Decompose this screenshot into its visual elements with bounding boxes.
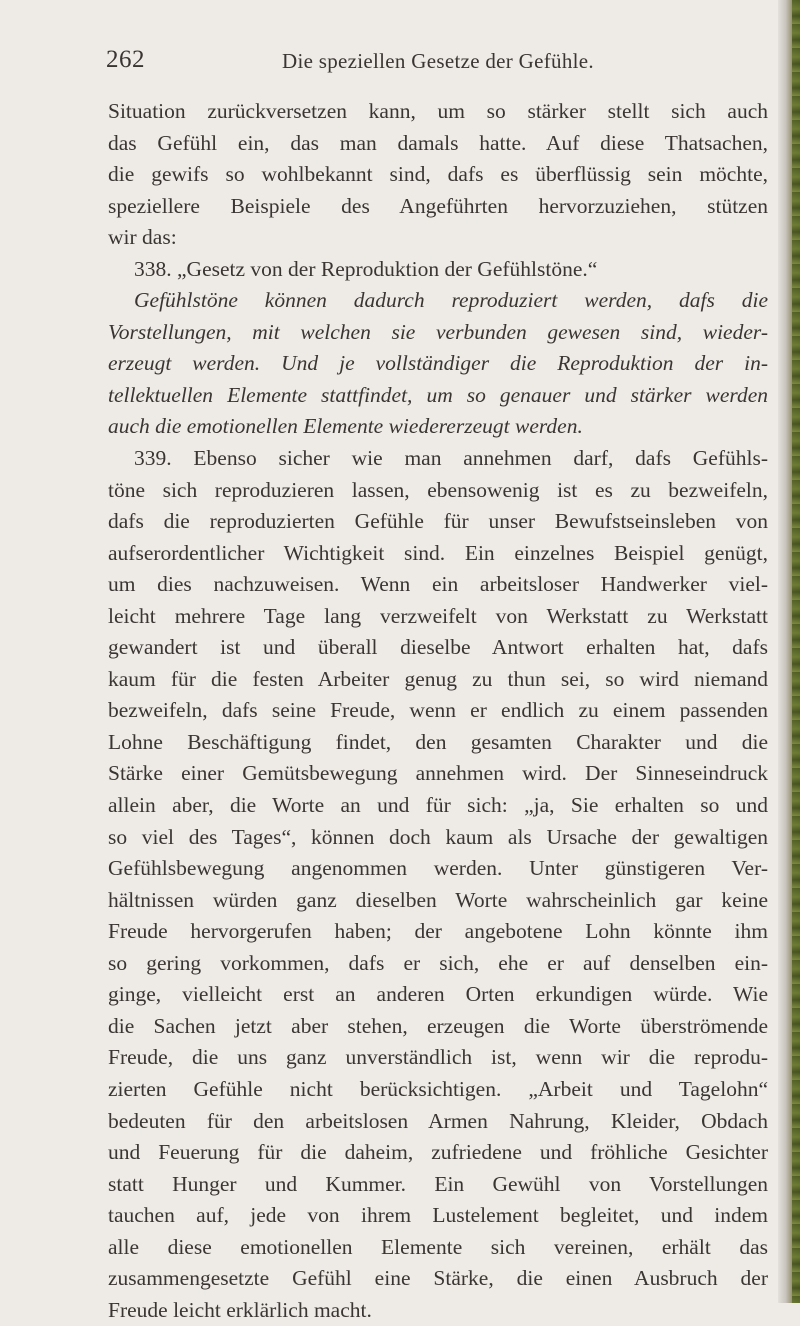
- text-line: aufserordentlicher Wichtigkeit sind. Ein einzelnes Beispiel genügt,: [108, 540, 768, 565]
- text-line: das Gefühl ein, das man damals hatte. Auf diese Thatsachen,: [108, 130, 768, 155]
- text-line: speziellere Beispiele des Angeführten hervorzuziehen, stützen: [108, 193, 768, 218]
- page-number: 262: [106, 46, 145, 73]
- text-line: die gewifs so wohlbekannt sind, dafs es überflüssig sein möchte,: [108, 162, 768, 187]
- text-line: alle diese emotionellen Elemente sich vereinen, erhält das: [108, 1234, 768, 1259]
- body-text: [108, 96, 768, 1326]
- text-line: zierten Gefühle nicht berücksichtigen. „Arbeit und Tagelohn“: [108, 1076, 768, 1101]
- text-line: 338. „Gesetz von der Reproduktion der Gefühlstöne.“: [134, 256, 598, 281]
- text-line: bedeuten für den arbeitslosen Armen Nahrung, Kleider, Obdach: [108, 1108, 768, 1133]
- text-line: 339. Ebenso sicher wie man annehmen darf, dafs Gefühls-: [134, 446, 768, 471]
- text-line: leicht mehrere Tage lang verzweifelt von Werkstatt zu Werkstatt: [108, 603, 768, 628]
- text-line: tellektuellen Elemente stattfindet, um so genauer und stärker werden: [108, 382, 768, 407]
- text-line: die Sachen jetzt aber stehen, erzeugen die Worte überströmende: [108, 1013, 768, 1038]
- text-line: Stärke einer Gemütsbewegung annehmen wird. Der Sinneseindruck: [108, 761, 768, 786]
- text-line: Freude hervorgerufen haben; der angebotene Lohn könnte ihm: [108, 919, 768, 944]
- text-line: bezweifeln, dafs seine Freude, wenn er endlich zu einem passenden: [108, 698, 768, 723]
- text-line: um dies nachzuweisen. Wenn ein arbeitsloser Handwerker viel-: [108, 572, 768, 597]
- text-line: hältnissen würden ganz dieselben Worte wahrscheinlich gar keine: [108, 887, 768, 912]
- text-line: zusammengesetzte Gefühl eine Stärke, die einen Ausbruch der: [108, 1266, 768, 1291]
- running-head: Die speziellen Gesetze der Gefühle.: [282, 49, 594, 73]
- text-line: auch die emotionellen Elemente wiedererzeugt werden.: [108, 414, 583, 439]
- text-line: ginge, vielleicht erst an anderen Orten erkundigen würde. Wie: [108, 982, 768, 1007]
- text-line: Situation zurückversetzen kann, um so stärker stellt sich auch: [108, 99, 768, 123]
- text-line: Freude, die uns ganz unverständlich ist, wenn wir die reprodu-: [108, 1045, 768, 1070]
- text-line: statt Hunger und Kummer. Ein Gewühl von Vorstellungen: [108, 1171, 768, 1196]
- text-line: allein aber, die Worte an und für sich: „ja, Sie erhalten so und: [108, 793, 768, 818]
- text-line: wir das:: [108, 225, 177, 250]
- text-line: Gefühlstöne können dadurch reproduziert werden, dafs die: [134, 288, 768, 313]
- text-line: erzeugt werden. Und je vollständiger die Reproduktion der in-: [108, 351, 768, 376]
- text-line: Gefühlsbewegung angenommen werden. Unter günstigeren Ver-: [108, 856, 768, 881]
- text-line: tauchen auf, jede von ihrem Lustelement begleitet, und indem: [108, 1203, 768, 1228]
- text-line: so gering vorkommen, dafs er sich, ehe er auf denselben ein-: [108, 950, 768, 975]
- text-line: gewandert ist und überall dieselbe Antwort erhalten hat, dafs: [108, 635, 768, 660]
- text-line: Lohne Beschäftigung findet, den gesamten Charakter und die: [108, 729, 768, 754]
- text-line: töne sich reproduzieren lassen, ebensowenig ist es zu bezweifeln,: [108, 477, 768, 502]
- text-line: dafs die reproduzierten Gefühle für unser Bewufstseinsleben von: [108, 509, 768, 534]
- text-line: Vorstellungen, mit welchen sie verbunden gewesen sind, wieder-: [108, 319, 768, 344]
- page-edge-shadow: [778, 0, 800, 1303]
- text-line: Freude leicht erklärlich macht.: [108, 1297, 372, 1322]
- page-header: [106, 46, 766, 82]
- text-line: so viel des Tages“, können doch kaum als Ursache der gewaltigen: [108, 824, 768, 849]
- text-line: und Feuerung für die daheim, zufriedene und fröhliche Gesichter: [108, 1140, 768, 1165]
- text-line: kaum für die festen Arbeiter genug zu thun sei, so wird niemand: [108, 666, 768, 691]
